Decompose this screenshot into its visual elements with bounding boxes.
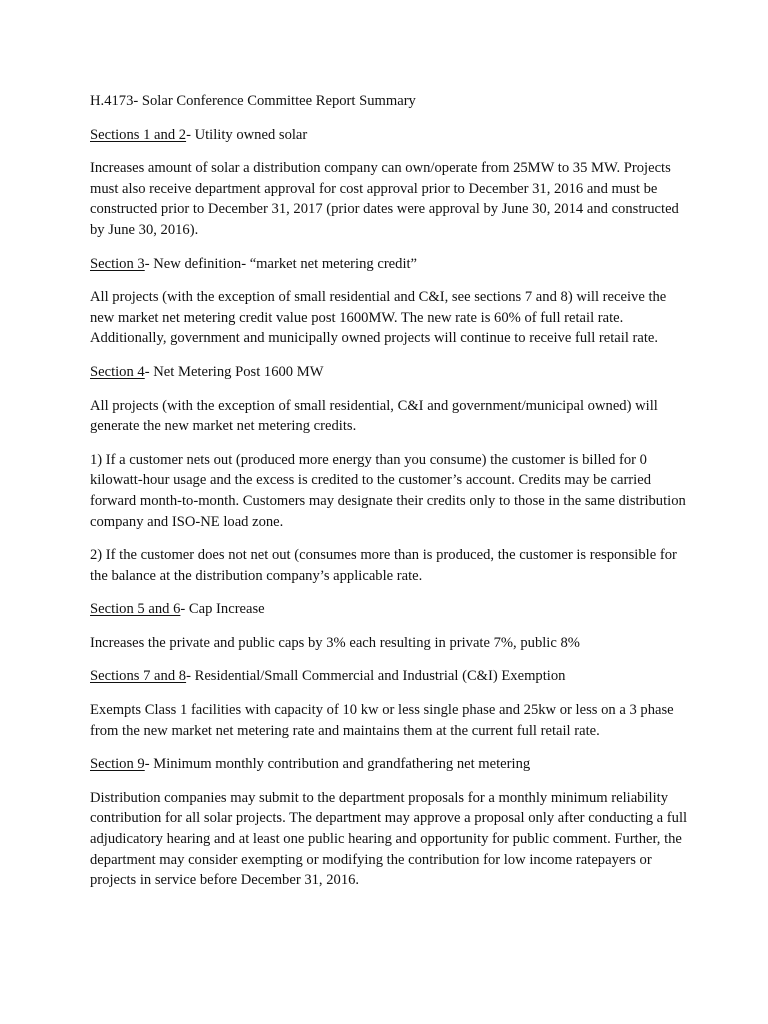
section-ref: Sections 1 and 2 bbox=[90, 126, 187, 143]
section-heading-7-8 bbox=[90, 666, 690, 687]
section-heading-text: - Minimum monthly contribution and grandfathering net metering bbox=[144, 756, 531, 773]
section-heading-text: - Residential/Small Commercial and Industrial (C&I) Exemption bbox=[186, 668, 566, 685]
section-heading-text: - Net Metering Post 1600 MW bbox=[144, 363, 324, 380]
section-paragraph: Exempts Class 1 facilities with capacity of 10 kw or less single phase and 25kw or less on a 3 phase from the new market net metering rate and maintains them at the current full retail rate. bbox=[90, 702, 674, 739]
document-title: H.4173- Solar Conference Committee Report Summary bbox=[90, 93, 416, 109]
section-heading-4 bbox=[90, 362, 690, 383]
section-heading-5-6 bbox=[90, 599, 690, 620]
section-paragraph: 1) If a customer nets out (produced more energy than you consume) the customer is billed for 0 kilowatt-hour usage and the excess is credited to the customer’s account. Credits may be carried forward month-to-month. Customers may designate their credits only to those in the same distribution company and ISO-NE load zone. bbox=[90, 451, 686, 530]
section-paragraph: Increases amount of solar a distribution company can own/operate from 25MW to 35 MW. Projects must also receive department approval for cost approval prior to December 31, 2016 and must be constructed prior to December 31, 2017 (prior dates were approval by June 30, 2014 and constructed by June 30, 2016). bbox=[90, 160, 679, 238]
section-heading-text: - New definition- “market net metering credit” bbox=[144, 255, 418, 272]
section-paragraph: Increases the private and public caps by 3% each resulting in private 7%, public 8% bbox=[90, 634, 580, 651]
section-ref: Section 9 bbox=[90, 756, 145, 773]
section-heading-3 bbox=[90, 254, 690, 275]
section-paragraph: All projects (with the exception of small residential, C&I and government/municipal owned) will generate the new market net metering credits. bbox=[90, 397, 658, 435]
section-heading-9 bbox=[90, 754, 690, 775]
section-ref: Section 3 bbox=[90, 255, 145, 272]
section-heading-text: - Cap Increase bbox=[180, 601, 265, 618]
section-paragraph: All projects (with the exception of small residential and C&I, see sections 7 and 8) will receive the new market net metering credit value post 1600MW. The new rate is 60% of full retail rate. Additionally, government and municipally owned projects will continue to receive full retail rate. bbox=[90, 289, 667, 347]
document-body bbox=[90, 91, 690, 904]
section-ref: Section 4 bbox=[90, 363, 145, 380]
section-paragraph: Distribution companies may submit to the department proposals for a monthly minimum reliability contribution for all solar projects. The department may approve a proposal only after conducting a full adjudicatory hearing and at least one public hearing and opportunity for public comment. Further, the department may consider exempting or modifying the contribution for low income ratepayers or projects in service before December 31, 2016. bbox=[90, 789, 688, 889]
section-heading-text: - Utility owned solar bbox=[186, 126, 308, 143]
section-ref: Sections 7 and 8 bbox=[90, 668, 187, 685]
section-ref: Section 5 and 6 bbox=[90, 601, 181, 618]
section-heading-1-2 bbox=[90, 125, 690, 146]
section-paragraph: 2) If the customer does not net out (consumes more than is produced, the customer is responsible for the balance at the distribution company’s applicable rate. bbox=[90, 547, 677, 584]
